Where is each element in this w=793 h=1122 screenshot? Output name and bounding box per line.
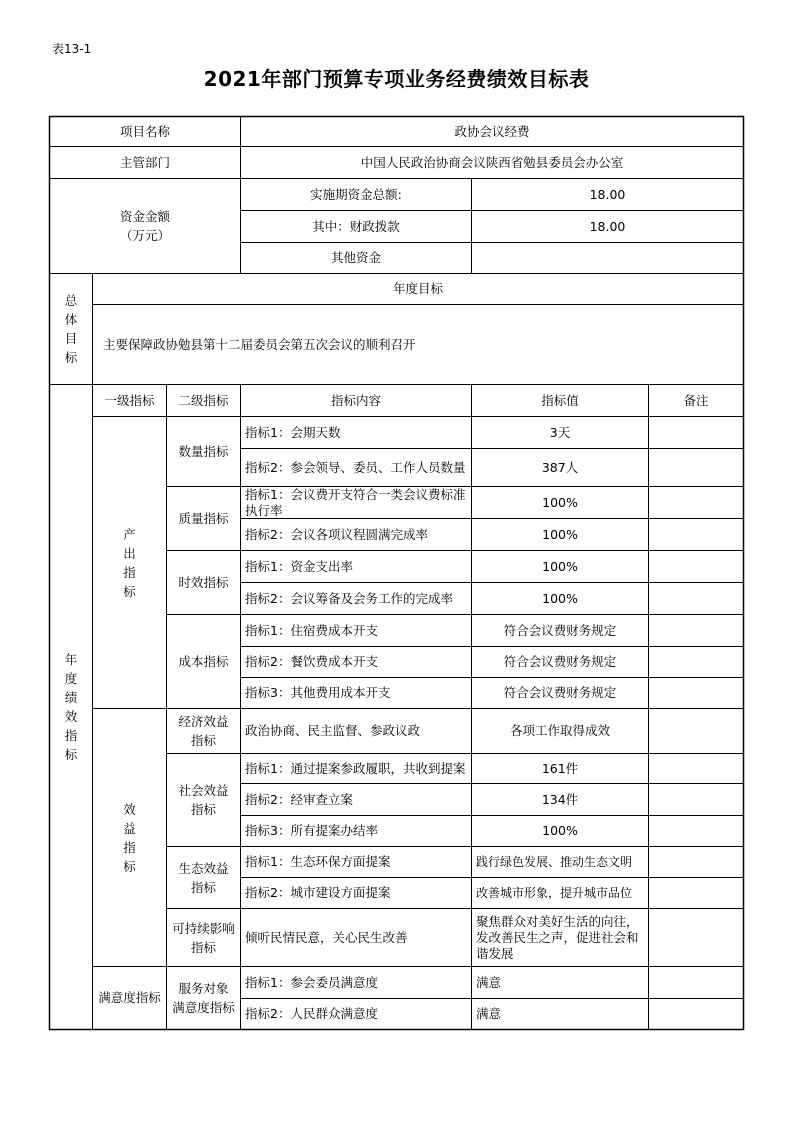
l2-service-line1: 服务对象 xyxy=(178,981,229,996)
row-content: 指标2：经审查立案 xyxy=(245,791,353,807)
row-value: 387人 xyxy=(541,459,579,475)
row-note xyxy=(649,519,743,550)
row-note xyxy=(649,999,743,1029)
row-content: 指标1：生态环保方面提案 xyxy=(245,854,391,869)
l2-social-line2: 指标 xyxy=(190,802,216,817)
row-content: 指标2：参会领导、委员、工作人员数量 xyxy=(245,459,466,475)
row-content: 指标2：会议各项议程圆满完成率 xyxy=(245,526,428,542)
l2-ecological xyxy=(167,847,240,908)
l2-service-satisfaction xyxy=(167,967,240,1029)
row-value: 践行绿色发展、推动生态文明 xyxy=(476,855,633,869)
row-value: 符合会议费财务规定 xyxy=(503,622,617,638)
funds-label-line2: （万元） xyxy=(119,228,170,243)
row-content: 指标1：住宿费成本开支 xyxy=(245,622,378,638)
row-content: 指标1：会期天数 xyxy=(245,424,341,440)
indicators-label-char: 效 xyxy=(64,709,78,724)
row-content: 指标3：所有提案办结率 xyxy=(245,823,378,838)
row-value: 100% xyxy=(542,526,578,542)
satisfaction-indicator-label: 满意度指标 xyxy=(98,990,161,1005)
row-value: 改善城市形象，提升城市品位 xyxy=(476,886,633,900)
col-header-content: 指标内容 xyxy=(330,392,381,408)
benefit-label-char: 指 xyxy=(123,839,136,855)
col-header-note: 备注 xyxy=(683,392,709,408)
row-value: 满意 xyxy=(476,974,502,990)
annual-goal-label: 年度目标 xyxy=(392,281,443,296)
row-content: 指标1：资金支出率 xyxy=(245,558,353,574)
benefit-indicator-label xyxy=(93,709,166,966)
l2-quality: 质量指标 xyxy=(178,510,229,526)
l2-eco-line2: 指标 xyxy=(190,879,216,895)
row-note xyxy=(649,909,743,966)
overall-goal-side-label xyxy=(50,274,92,384)
l2-social xyxy=(167,754,240,846)
col-header-value: 指标值 xyxy=(541,392,579,408)
indicators-side-label xyxy=(50,385,92,1029)
annual-goal-text: 主要保障政协勉县第十二届委员会第五次会议的顺利召开 xyxy=(103,336,416,352)
row-value: 100% xyxy=(542,558,578,574)
output-label-char: 出 xyxy=(123,545,136,561)
row-content: 指标2：人民群众满意度 xyxy=(245,1006,378,1021)
l2-timeliness: 时效指标 xyxy=(178,574,229,590)
l2-social-line1: 社会效益 xyxy=(178,783,229,798)
funds-label-line1: 资金金额 xyxy=(119,209,170,224)
row-note xyxy=(649,816,743,846)
row-content: 政治协商、民主监督、参政议政 xyxy=(245,723,421,738)
row-value: 聚焦群众对美好生活的向往，发改善民生之声，促进社会和谐发展 xyxy=(476,913,639,961)
row-note xyxy=(649,487,743,518)
row-content: 指标2：餐饮费成本开支 xyxy=(245,654,378,669)
l2-quantity: 数量指标 xyxy=(178,443,229,459)
indicators-label-char: 度 xyxy=(64,671,78,686)
output-indicator-label xyxy=(93,417,166,708)
row-content: 指标1：参会委员满意度 xyxy=(245,974,378,990)
l2-sustainability xyxy=(167,909,240,966)
row-note xyxy=(649,709,743,753)
total-funds-value: 18.00 xyxy=(589,186,626,202)
output-label-char: 产 xyxy=(123,526,136,542)
row-content: 指标1：通过提案参政履职，共收到提案 xyxy=(245,760,466,776)
l2-cost: 成本指标 xyxy=(178,653,229,669)
row-note xyxy=(649,784,743,815)
row-note xyxy=(649,967,743,998)
row-value: 100% xyxy=(542,823,578,838)
row-content: 指标2：会议筹备及会务工作的完成率 xyxy=(245,590,453,606)
output-label-char: 指 xyxy=(123,564,136,580)
dept-label: 主管部门 xyxy=(119,154,170,170)
table-code: 表13-1 xyxy=(52,42,92,56)
row-content: 指标1：会议费开支符合一类会议费标准执行率 xyxy=(245,486,466,518)
project-name-value: 政协会议经费 xyxy=(454,123,530,139)
l2-economic-line2: 指标 xyxy=(190,733,216,748)
benefit-label-char: 益 xyxy=(123,820,136,836)
other-funds-value xyxy=(472,243,743,273)
overall-label-char: 目 xyxy=(64,331,78,346)
row-note xyxy=(649,878,743,908)
row-content: 指标3：其他费用成本开支 xyxy=(245,685,391,700)
row-content: 倾听民情民意，关心民生改善 xyxy=(245,929,408,945)
project-name-label: 项目名称 xyxy=(119,123,170,139)
row-value: 符合会议费财务规定 xyxy=(503,685,617,700)
l2-economic xyxy=(167,709,240,753)
overall-label-char: 标 xyxy=(64,350,78,365)
l2-sustain-line2: 指标 xyxy=(190,939,216,955)
indicators-label-char: 年 xyxy=(64,652,78,667)
row-note xyxy=(649,583,743,614)
fiscal-funds-label: 其中：财政拨款 xyxy=(312,218,400,234)
benefit-label-char: 标 xyxy=(123,858,136,874)
row-note xyxy=(649,417,743,448)
l2-sustain-line1: 可持续影响 xyxy=(172,920,235,936)
benefit-label-char: 效 xyxy=(123,801,136,817)
other-funds-label: 其他资金 xyxy=(330,250,381,265)
col-header-level2: 二级指标 xyxy=(178,392,229,408)
overall-label-char: 总 xyxy=(64,293,78,308)
row-note xyxy=(649,847,743,877)
indicators-label-char: 标 xyxy=(64,747,78,762)
l2-economic-line1: 经济效益 xyxy=(178,714,229,729)
row-value: 100% xyxy=(542,590,578,606)
row-note xyxy=(649,551,743,582)
output-label-char: 标 xyxy=(123,583,136,599)
overall-label-char: 体 xyxy=(64,312,78,327)
fiscal-funds-value: 18.00 xyxy=(589,218,626,234)
indicators-label-char: 绩 xyxy=(64,690,78,705)
dept-value: 中国人民政治协商会议陕西省勉县委员会办公室 xyxy=(360,154,624,170)
row-value: 3天 xyxy=(549,424,571,440)
row-note xyxy=(649,647,743,677)
row-content: 指标2：城市建设方面提案 xyxy=(245,885,391,900)
page-title: 2021年部门预算专项业务经费绩效目标表 xyxy=(203,67,590,91)
row-value: 100% xyxy=(542,494,578,510)
row-value: 161件 xyxy=(541,760,579,776)
row-note xyxy=(649,615,743,646)
row-value: 符合会议费财务规定 xyxy=(503,654,617,669)
row-value: 134件 xyxy=(541,791,579,807)
indicators-label-char: 指 xyxy=(64,728,78,743)
row-note xyxy=(649,678,743,708)
row-value: 各项工作取得成效 xyxy=(509,723,610,738)
col-header-level1: 一级指标 xyxy=(104,392,155,408)
row-note xyxy=(649,754,743,783)
row-value: 满意 xyxy=(476,1006,502,1021)
funds-label xyxy=(50,179,240,273)
total-funds-label: 实施期资金总额: xyxy=(310,186,402,202)
l2-eco-line1: 生态效益 xyxy=(178,860,229,876)
l2-service-line2: 满意度指标 xyxy=(172,1000,235,1015)
row-note xyxy=(649,449,743,486)
